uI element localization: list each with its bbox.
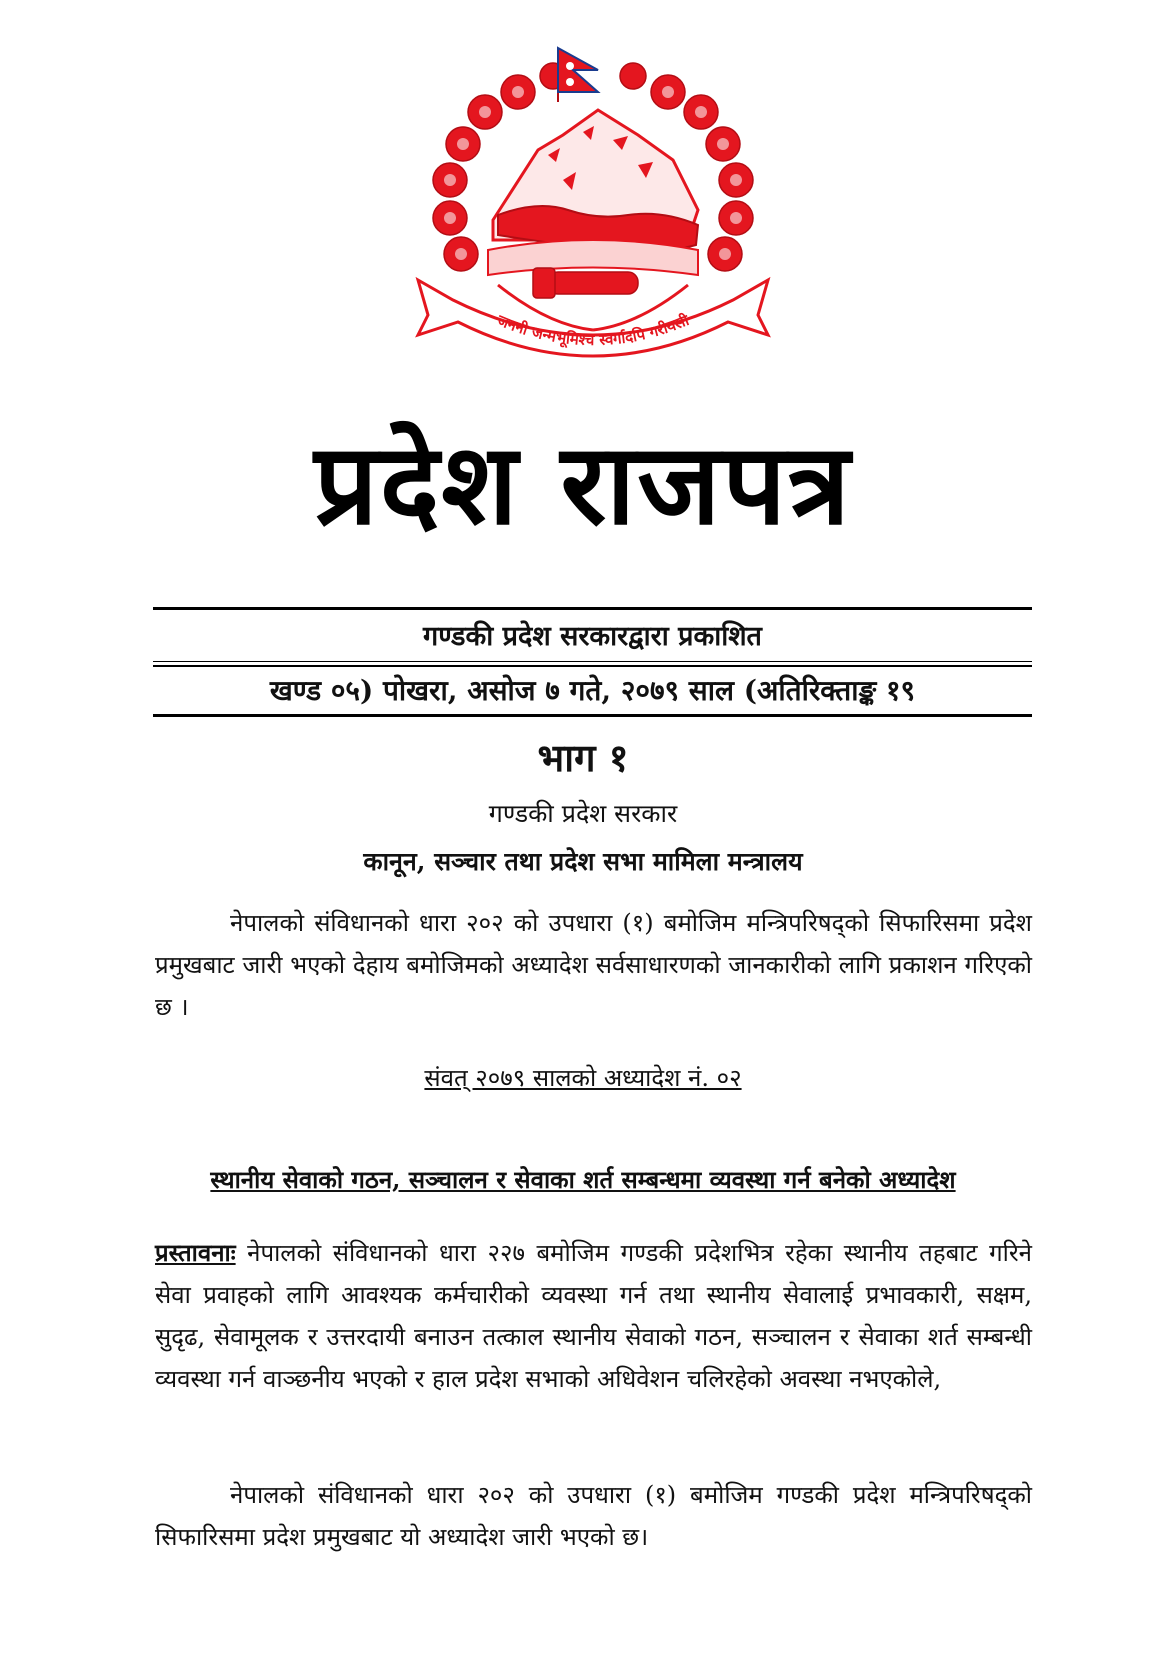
nepal-coat-of-arms-emblem (398, 40, 788, 400)
motto-text: जननी जन्मभूमिश्च स्वर्गादपि गरीयसी (494, 311, 692, 350)
preamble-paragraph (155, 1232, 1032, 1400)
divider-double-lower (153, 665, 1032, 667)
issue-line: खण्ड ०५) पोखरा, असोज ७ गते, २०७९ साल (अतिरिक्ताङ्क १९ (269, 674, 916, 707)
ordinance-number: संवत् २०७९ सालको अध्यादेश नं. ०२ (424, 1064, 742, 1092)
handshake-icon (533, 268, 638, 298)
publisher-line: गण्डकी प्रदेश सरकारद्वारा प्रकाशित (423, 621, 762, 652)
enactment-paragraph: नेपालको संविधानको धारा २०२ को उपधारा (१) बमोजिम गण्डकी प्रदेश मन्त्रिपरिषद्को सिफारिसमा प्रदेश प्रमुखबाट यो अध्यादेश जारी भएको छ। (155, 1481, 1032, 1551)
preamble-text: नेपालको संविधानको धारा २२७ बमोजिम गण्डकी प्रदेशभित्र रहेका स्थानीय तहबाट गरिने सेवा प्रवाहको लागि आवश्यक कर्मचारीको व्यवस्था गर्न तथा स्थानीय सेवालाई प्रभावकारी, सक्षम, सुदृढ, सेवामूलक र उत्तरदायी बनाउन तत्काल स्थानीय सेवाको गठन, सञ्चालन र सेवाका शर्त सम्बन्धी व्यवस्था गर्न वाञ्छनीय भएको र हाल प्रदेश सभाको अधिवेशन चलिरहेको अवस्था नभएकोले, (155, 1239, 1032, 1393)
intro-paragraph: नेपालको संविधानको धारा २०२ को उपधारा (१) बमोजिम मन्त्रिपरिषद्को सिफारिसमा प्रदेश प्रमुखबाट जारी भएको देहाय बमोजिमको अध्यादेश सर्वसाधारणको जानकारीको लागि प्रकाशन गरिएको छ । (155, 909, 1032, 1021)
national-flag-icon (558, 48, 598, 102)
divider-top (153, 607, 1032, 610)
preamble-label: प्रस्तावनाः (155, 1238, 236, 1267)
ordinance-title: स्थानीय सेवाको गठन, सञ्चालन र सेवाका शर्त सम्बन्धमा व्यवस्था गर्न बनेको अध्यादेश (210, 1165, 956, 1194)
government-name: गण्डकी प्रदेश सरकार (488, 799, 678, 828)
ministry-name: कानून, सञ्चार तथा प्रदेश सभा मामिला मन्त्रालय (363, 847, 803, 876)
part-heading: भाग १ (537, 735, 629, 780)
divider-double-upper (153, 661, 1032, 662)
gazette-title: प्रदेश राजपत्र (314, 420, 852, 550)
divider-bottom (153, 714, 1032, 717)
